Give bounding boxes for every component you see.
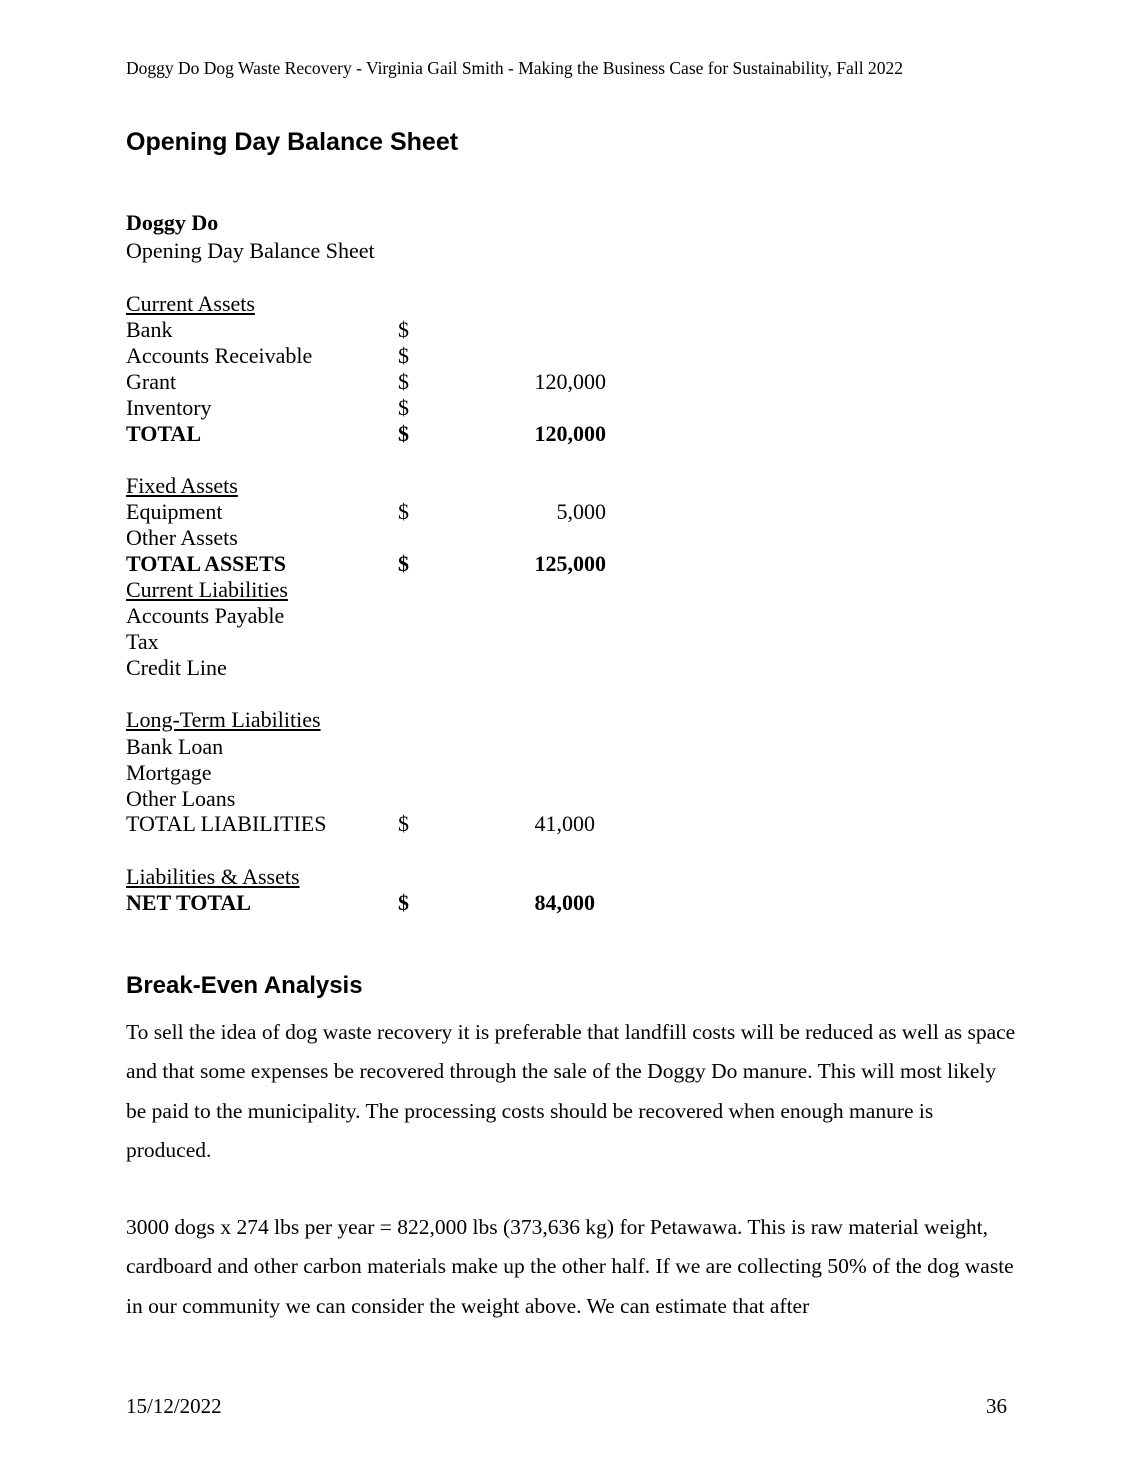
row-label: NET TOTAL — [126, 890, 251, 915]
row-label: Bank Loan — [126, 734, 224, 759]
page-number: 36 — [986, 1394, 1007, 1418]
row-label: Credit Line — [126, 655, 227, 680]
row-label: Other Assets — [126, 525, 238, 550]
row-label: Current Assets — [126, 291, 255, 316]
break-even-title: Break-Even Analysis — [126, 972, 363, 999]
row-label: Liabilities & Assets — [126, 864, 300, 889]
row-label: Other Loans — [126, 786, 236, 811]
row-credit-line — [126, 655, 646, 681]
break-even-paragraph-2: 3000 dogs x 274 lbs per year = 822,000 lbs (373,636 kg) for Petawawa. This is raw material weight, cardboard and other carbon materials make up the other half. If we are collecting 50% of the dog waste in our community we can consider the weight above. We can estimate that after — [126, 1215, 1014, 1318]
row-amount: 5,000 — [556, 499, 606, 524]
row-amount: 41,000 — [534, 811, 595, 836]
row-label: Current Liabilities — [126, 577, 288, 602]
row-label: Inventory — [126, 395, 212, 420]
row-label: Mortgage — [126, 760, 212, 785]
row-label: TOTAL LIABILITIES — [126, 811, 327, 836]
currency-symbol: $ — [398, 369, 409, 394]
company-name: Doggy Do — [126, 210, 219, 235]
row-mortgage — [126, 760, 646, 786]
row-amount: 120,000 — [534, 421, 606, 446]
currency-symbol: $ — [398, 551, 409, 576]
row-label: TOTAL — [126, 421, 201, 446]
row-label: Bank — [126, 317, 173, 342]
section-title: Opening Day Balance Sheet — [126, 128, 459, 156]
row-bank — [126, 317, 646, 343]
row-label: Grant — [126, 369, 177, 394]
row-long-term-liabilities — [126, 707, 646, 733]
currency-symbol: $ — [398, 499, 409, 524]
row-label: Equipment — [126, 499, 223, 524]
balance-sheet-subtitle: Opening Day Balance Sheet — [126, 238, 375, 263]
row-other-assets — [126, 525, 646, 551]
row-total-liabilities — [126, 811, 646, 837]
row-current-liabilities — [126, 577, 646, 603]
break-even-paragraph-1: To sell the idea of dog waste recovery it is preferable that landfill costs will be reduced as well as space and that some expenses be recovered through the sale of the Doggy Do manure. This will most likely be paid to the municipality. The processing costs should be recovered when enough manure is produced. — [126, 1020, 1016, 1162]
row-total-current-assets — [126, 421, 646, 447]
row-label: TOTAL ASSETS — [126, 551, 287, 576]
row-bank-loan — [126, 734, 646, 760]
row-tax — [126, 629, 646, 655]
row-other-loans — [126, 786, 646, 812]
row-current-assets — [126, 291, 646, 317]
row-label: Accounts Receivable — [126, 343, 313, 368]
row-label: Fixed Assets — [126, 473, 238, 498]
row-fixed-assets — [126, 473, 646, 499]
row-liabilities-and-assets — [126, 864, 646, 890]
currency-symbol: $ — [398, 811, 409, 836]
row-label: Tax — [126, 629, 159, 654]
row-equipment — [126, 499, 646, 525]
currency-symbol: $ — [398, 890, 409, 915]
footer-date: 15/12/2022 — [126, 1394, 222, 1418]
page-header: Doggy Do Dog Waste Recovery - Virginia Gail Smith - Making the Business Case for Sustainability, Fall 2022 — [126, 58, 904, 78]
row-inventory — [126, 395, 646, 421]
currency-symbol: $ — [398, 317, 409, 342]
currency-symbol: $ — [398, 421, 409, 446]
row-amount: 84,000 — [534, 890, 595, 915]
row-accounts-receivable — [126, 343, 646, 369]
row-net-total — [126, 890, 646, 916]
row-label: Long-Term Liabilities — [126, 707, 321, 732]
row-accounts-payable — [126, 603, 646, 629]
currency-symbol: $ — [398, 343, 409, 368]
currency-symbol: $ — [398, 395, 409, 420]
row-grant — [126, 369, 646, 395]
row-total-assets — [126, 551, 646, 577]
row-amount: 120,000 — [534, 369, 606, 394]
row-label: Accounts Payable — [126, 603, 285, 628]
row-amount: 125,000 — [534, 551, 606, 576]
